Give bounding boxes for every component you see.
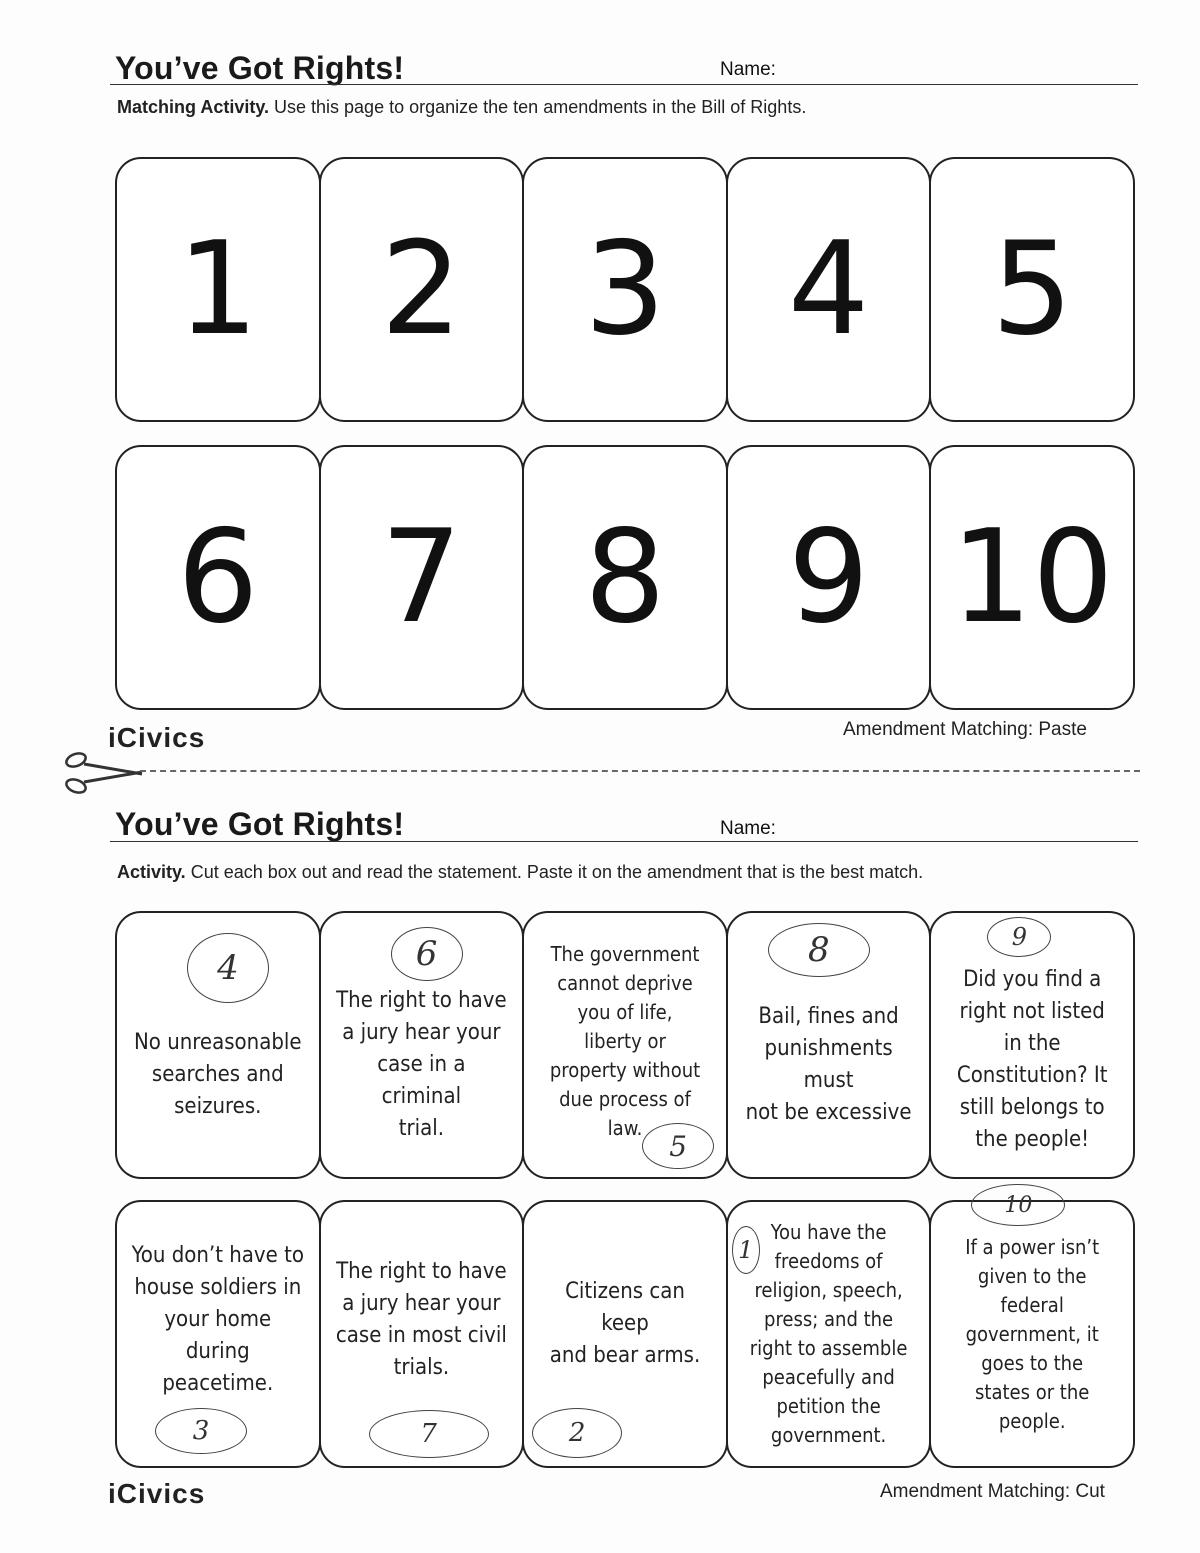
instruction-bottom-bold: Activity. — [117, 862, 186, 882]
statement-text: Bail, fines and punishments must not be excessive — [745, 1004, 912, 1125]
name-label-bottom: Name: — [720, 818, 776, 839]
page-title-top: You’ve Got Rights! — [115, 50, 405, 86]
name-line-top[interactable] — [110, 84, 1138, 85]
scissors-icon — [62, 748, 152, 796]
handwritten-mark: 8 — [768, 923, 870, 977]
footer-bottom: Amendment Matching: Cut — [880, 1481, 1105, 1502]
amendment-box-8 — [522, 445, 728, 710]
amendment-box-10 — [929, 445, 1135, 710]
amendment-box-5 — [929, 157, 1135, 422]
amendment-number: 10 — [950, 503, 1114, 652]
handwritten-mark: 7 — [369, 1410, 489, 1458]
statement-text: The right to have a jury hear your case in a criminal trial. — [336, 988, 507, 1141]
amendment-box-7 — [319, 445, 525, 710]
handwritten-mark: 3 — [155, 1408, 247, 1454]
amendment-number: 7 — [380, 503, 463, 652]
amendment-number: 9 — [787, 503, 870, 652]
statement-card-6[interactable] — [115, 1200, 321, 1468]
amendment-box-1 — [115, 157, 321, 422]
number-grid-row-2 — [115, 445, 1133, 710]
statement-text: You don’t have to house soldiers in your home during peacetime. — [131, 1243, 304, 1396]
handwritten-mark: 6 — [391, 927, 463, 981]
number-grid-row-1 — [115, 157, 1133, 422]
instruction-top — [117, 97, 806, 118]
statement-card-4[interactable] — [726, 911, 932, 1179]
statement-text: No unreasonable searches and seizures. — [134, 1030, 302, 1119]
instruction-top-bold: Matching Activity. — [117, 97, 270, 117]
name-line-bottom[interactable] — [110, 841, 1138, 842]
instruction-top-text: Use this page to organize the ten amendments in the Bill of Rights. — [269, 97, 807, 117]
amendment-number: 1 — [177, 215, 259, 364]
amendment-number: 5 — [991, 215, 1073, 364]
statement-card-5[interactable] — [929, 911, 1135, 1179]
amendment-box-4 — [726, 157, 932, 422]
statement-card-8[interactable] — [522, 1200, 728, 1468]
amendment-number: 3 — [584, 215, 666, 364]
page-title-bottom: You’ve Got Rights! — [115, 806, 405, 842]
amendment-number: 8 — [584, 503, 666, 652]
statement-card-9[interactable] — [726, 1200, 932, 1468]
handwritten-mark: 10 — [971, 1184, 1065, 1226]
statement-grid-row-2 — [115, 1192, 1133, 1468]
statement-text: If a power isn’t given to the federal government, it goes to the states or the people. — [965, 1234, 1100, 1433]
amendment-number: 4 — [787, 215, 870, 364]
statement-card-1[interactable] — [115, 911, 321, 1179]
icivics-logo-bottom: iCivics — [108, 1478, 206, 1509]
handwritten-mark: 9 — [987, 917, 1051, 957]
statement-text: You have the freedoms of religion, speech, press; and the right to assemble peacefully and petition the government. — [749, 1220, 908, 1447]
statement-card-3[interactable] — [522, 911, 728, 1179]
amendment-number: 6 — [177, 503, 259, 652]
name-label-top: Name: — [720, 59, 776, 80]
amendment-box-9 — [726, 445, 932, 710]
amendment-box-6 — [115, 445, 321, 710]
statement-grid-row-1 — [115, 911, 1133, 1179]
instruction-bottom-text: Cut each box out and read the statement. Paste it on the amendment that is the best match. — [185, 862, 924, 882]
handwritten-mark: 4 — [187, 933, 269, 1003]
statement-text: The right to have a jury hear your case in most civil trials. — [335, 1259, 507, 1380]
icivics-logo-top: iCivics — [108, 722, 206, 753]
footer-top: Amendment Matching: Paste — [843, 719, 1087, 740]
statement-text: Did you find a right not listed in the Constitution? It still belongs to the people! — [956, 967, 1108, 1152]
handwritten-mark: 2 — [532, 1408, 622, 1458]
amendment-box-2 — [319, 157, 525, 422]
statement-text: The government cannot deprive you of life, liberty or property without due process of law. — [549, 941, 701, 1140]
statement-card-7[interactable] — [319, 1200, 525, 1468]
instruction-bottom — [117, 862, 923, 883]
amendment-box-3 — [522, 157, 728, 422]
statement-card-10[interactable] — [929, 1192, 1135, 1468]
statement-text: Citizens can keep and bear arms. — [549, 1279, 701, 1368]
amendment-number: 2 — [380, 215, 463, 364]
cut-line — [140, 770, 1140, 772]
handwritten-mark: 1 — [732, 1226, 760, 1274]
handwritten-mark: 5 — [642, 1123, 714, 1169]
statement-card-2[interactable] — [319, 911, 525, 1179]
